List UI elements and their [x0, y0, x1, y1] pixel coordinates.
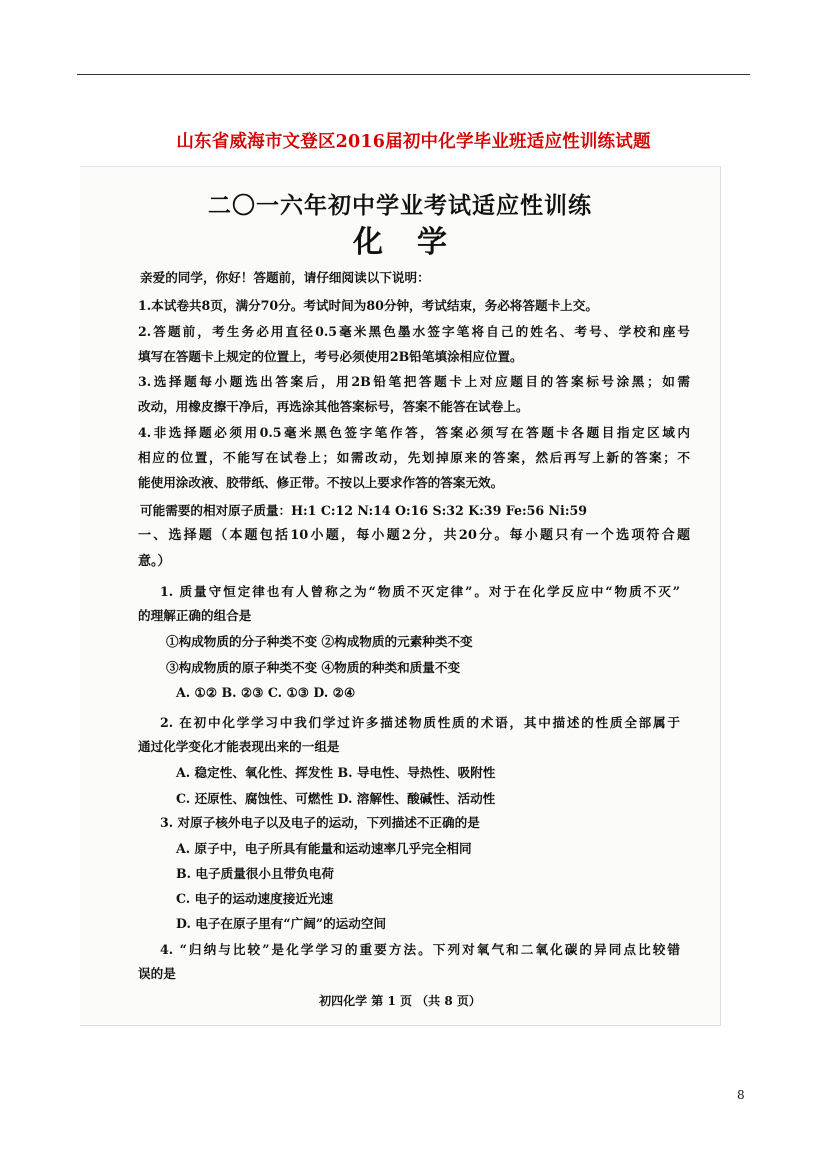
section-heading: 意。） [138, 554, 171, 569]
question-2-options: A. 稳定性、氧化性、挥发性 B. 导电性、导热性、吸附性 [176, 765, 496, 780]
question-4-stem: 误的是 [138, 966, 176, 981]
instruction-line: 2.答题前，考生务必用直径0.5毫米黑色墨水签字笔将自己的姓名、考号、学校和座号 [138, 324, 690, 339]
section-heading: 一、选择题（本题包括10小题，每小题2分，共20分。每小题只有一个选项符合题 [138, 528, 690, 543]
instruction-line: 4.非选择题必须用0.5毫米黑色签字笔作答，答案必须写在答题卡各题目指定区域内 [138, 425, 690, 440]
atomic-mass-label: 可能需要的相对原子质量： [140, 503, 292, 518]
question-4-stem: 4. “归纳与比较”是化学学习的重要方法。下列对氧气和二氧化碳的异同点比较错 [160, 942, 680, 957]
scan-footer: 初四化学 第 1 页 （共 8 页） [319, 994, 481, 1008]
question-2-stem: 2. 在初中化学学习中我们学过许多描述物质性质的术语，其中描述的性质全部属于 [160, 715, 680, 730]
instruction-line: 能使用涂改液、胶带纸、修正带。不按以上要求作答的答案无效。 [138, 475, 504, 490]
intro-line: 亲爱的同学，你好！答题前，请仔细阅读以下说明： [140, 270, 430, 285]
question-1-items: ③构成物质的原子种类不变 ④物质的种类和质量不变 [166, 660, 461, 675]
question-1-items: ①构成物质的分子种类不变 ②构成物质的元素种类不变 [166, 634, 473, 649]
exam-subject: 化学 [353, 225, 481, 260]
question-2-options: C. 还原性、腐蚀性、可燃性 D. 溶解性、酸碱性、活动性 [176, 791, 496, 806]
scanned-exam-page [80, 166, 721, 1026]
atomic-mass-values: H:1 C:12 N:14 O:16 S:32 K:39 Fe:56 Ni:59 [291, 503, 588, 518]
instruction-line: 改动，用橡皮擦干净后，再选涂其他答案标号，答案不能答在试卷上。 [138, 399, 529, 414]
question-3-option: A. 原子中，电子所具有能量和运动速率几乎完全相同 [176, 841, 472, 856]
question-3-stem: 3. 对原子核外电子以及电子的运动，下列描述不正确的是 [160, 815, 480, 830]
instruction-line: 填写在答题卡上规定的位置上，考号必须使用2B铅笔填涂相应位置。 [138, 349, 523, 364]
instruction-line: 3.选择题每小题选出答案后，用2B铅笔把答题卡上对应题目的答案标号涂黑；如需 [138, 374, 690, 389]
question-3-option: B. 电子质量很小且带负电荷 [176, 866, 334, 881]
instruction-line: 1.本试卷共8页，满分70分。考试时间为80分钟，考试结束，务必将答题卡上交。 [138, 298, 598, 313]
question-1-stem: 的理解正确的组合是 [138, 608, 252, 623]
page-number: 8 [737, 1088, 745, 1102]
question-1-stem: 1. 质量守恒定律也有人曾称之为“物质不灭定律”。对于在化学反应中“物质不灭” [160, 584, 680, 599]
instruction-line: 相应的位置，不能写在试卷上；如需改动，先划掉原来的答案，然后再写上新的答案；不 [138, 450, 690, 465]
atomic-mass-line [140, 503, 587, 519]
question-3-option: C. 电子的运动速度接近光速 [176, 891, 334, 906]
question-2-stem: 通过化学变化才能表现出来的一组是 [138, 739, 340, 754]
document-title: 山东省威海市文登区2016届初中化学毕业班适应性训练试题 [176, 132, 651, 152]
exam-title: 二〇一六年初中学业考试适应性训练 [208, 192, 592, 219]
question-1-options: A. ①② B. ②③ C. ①③ D. ②④ [176, 685, 356, 700]
question-3-option: D. 电子在原子里有“广阔”的运动空间 [176, 916, 387, 931]
top-rule [77, 74, 750, 75]
